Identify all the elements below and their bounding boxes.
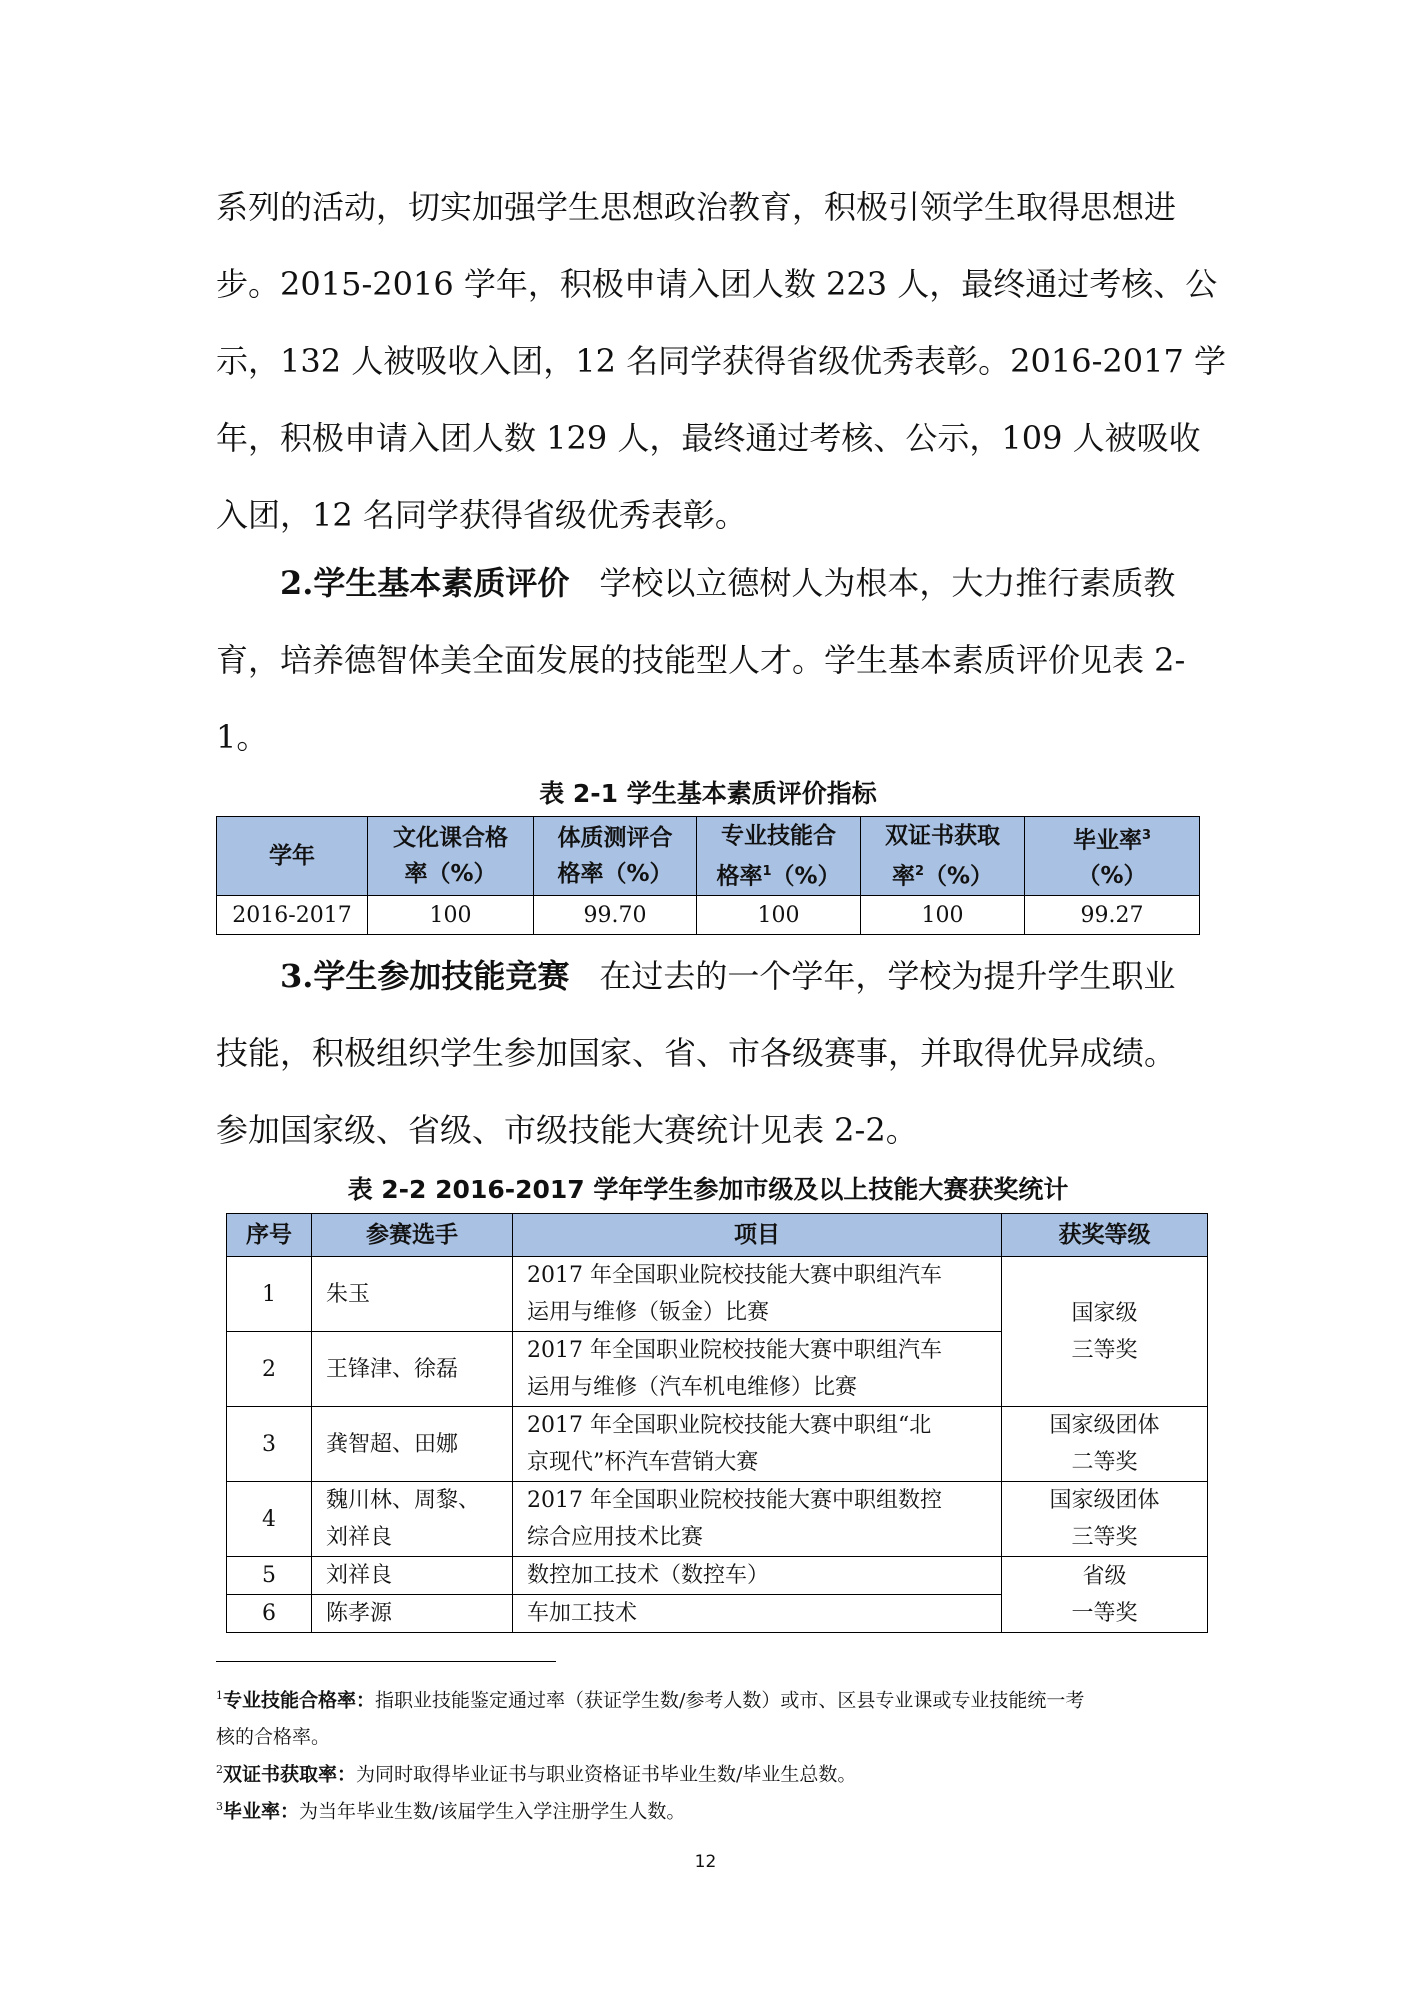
footnote-label: 专业技能合格率：	[223, 1689, 376, 1712]
header-text: 双证书获取	[885, 822, 1000, 849]
cell-text: 三等奖	[1071, 1525, 1138, 1550]
cell-text: 国家级	[1071, 1300, 1138, 1326]
header-text: 体质测评合	[557, 825, 673, 851]
award-cell	[1002, 1257, 1208, 1407]
text-line: 系列的活动，切实加强学生思想政治教育，积极引领学生取得思想进	[216, 188, 1177, 226]
cell-text: 2017 年全国职业院校技能大赛中职组数控	[527, 1488, 942, 1513]
table-cell: 100	[368, 896, 534, 935]
cell-text: 京现代”杯汽车营销大赛	[527, 1450, 759, 1475]
header-text: 格率（%）	[557, 861, 673, 887]
header-text: 文化课合格	[393, 825, 508, 851]
footnote-label: 双证书获取率：	[223, 1763, 357, 1786]
table-cell: 陈孝源	[312, 1595, 513, 1633]
table-row	[227, 1557, 1208, 1595]
cell-text: 综合应用技术比赛	[527, 1525, 704, 1550]
cell-text: 刘祥良	[326, 1525, 393, 1550]
table-cell: 车加工技术	[513, 1595, 1002, 1633]
table-cell: 龚智超、田娜	[312, 1407, 513, 1482]
cell-text: 二等奖	[1071, 1450, 1138, 1475]
header-cell: 获奖等级	[1002, 1214, 1208, 1257]
table-cell: 刘祥良	[312, 1557, 513, 1595]
table-caption: 表 2-1 学生基本素质评价指标	[539, 779, 877, 808]
text-line: 入团，12 名同学获得省级优秀表彰。	[216, 496, 747, 534]
footnote-marker: 2	[914, 863, 924, 879]
cell-text: 2017 年全国职业院校技能大赛中职组汽车	[527, 1263, 942, 1288]
basic-quality-table	[216, 816, 1200, 935]
footnote-marker: 1	[216, 1689, 223, 1702]
header-text: 率（%）	[404, 861, 497, 887]
page-number: 12	[694, 1852, 717, 1872]
header-text: 率	[891, 863, 915, 890]
text-line: 年，积极申请入团人数 129 人，最终通过考核、公示，109 人被吸收	[216, 419, 1201, 457]
table-header-row	[217, 817, 1200, 896]
table-caption: 表 2-2 2016-2017 学年学生参加市级及以上技能大赛获奖统计	[347, 1175, 1069, 1204]
footnote-text: 为同时取得毕业证书与职业资格证书毕业生数/毕业生总数。	[356, 1763, 857, 1786]
table-cell: 朱玉	[312, 1257, 513, 1332]
cell-text: 运用与维修（钣金）比赛	[527, 1300, 770, 1325]
table-cell: 100	[697, 896, 861, 935]
footnote-separator	[216, 1661, 556, 1662]
table-cell: 5	[227, 1557, 312, 1595]
table-row	[227, 1257, 1208, 1332]
table-cell	[513, 1332, 1002, 1407]
text-line	[216, 545, 1200, 622]
footnote-marker: 3	[1141, 827, 1152, 843]
cell-text: 2017 年全国职业院校技能大赛中职组汽车	[527, 1338, 942, 1363]
footnote-label: 毕业率：	[223, 1800, 300, 1823]
footnote-2	[216, 1751, 1200, 1793]
header-text: 毕业率	[1072, 827, 1142, 854]
footnote-text: 核的合格率。	[216, 1726, 331, 1749]
table-cell: 99.70	[534, 896, 697, 935]
award-cell	[1002, 1557, 1208, 1633]
footnote-text: 指职业技能鉴定通过率（获证学生数/参考人数）或市、区县专业课或专业技能统一考	[375, 1689, 1085, 1712]
table-cell	[513, 1482, 1002, 1557]
cell-text: 三等奖	[1071, 1337, 1138, 1363]
award-cell	[1002, 1482, 1208, 1557]
header-text: （%）	[924, 863, 994, 890]
text-line: 技能，积极组织学生参加国家、省、市各级赛事，并取得优异成绩。	[216, 1034, 1177, 1072]
cell-text: 国家级团体	[1049, 1413, 1160, 1438]
table-cell: 2016-2017	[217, 896, 368, 935]
header-cell	[534, 817, 697, 896]
text-fragment: 学校以立德树人为根本，大力推行素质教	[599, 564, 1176, 602]
award-cell	[1002, 1407, 1208, 1482]
header-cell: 参赛选手	[312, 1214, 513, 1257]
header-cell: 项目	[513, 1214, 1002, 1257]
table-row	[227, 1407, 1208, 1482]
cell-text: 运用与维修（汽车机电维修）比赛	[527, 1375, 858, 1400]
table-cell: 6	[227, 1595, 312, 1633]
cell-text: 国家级团体	[1049, 1488, 1160, 1513]
table-cell: 数控加工技术（数控车）	[513, 1557, 1002, 1595]
footnote-marker: 1	[762, 863, 772, 879]
header-cell	[368, 817, 534, 896]
table-cell: 1	[227, 1257, 312, 1332]
footnote-text: 为当年毕业生数/该届学生入学注册学生人数。	[299, 1800, 686, 1823]
footnote-marker: 3	[216, 1800, 223, 1813]
table-row	[217, 896, 1200, 935]
section-heading: 3.学生参加技能竞赛	[280, 957, 570, 995]
paragraph-skill-competition	[216, 938, 1200, 1169]
table-cell: 100	[861, 896, 1025, 935]
table-row	[227, 1482, 1208, 1557]
table-cell	[513, 1257, 1002, 1332]
footnote-marker: 2	[216, 1763, 223, 1776]
cell-text: 2017 年全国职业院校技能大赛中职组“北	[527, 1413, 932, 1438]
header-cell	[697, 817, 861, 896]
text-line: 1。	[216, 718, 269, 756]
table-cell: 2	[227, 1332, 312, 1407]
header-text: 格率	[716, 863, 763, 890]
footnote-1	[216, 1677, 1200, 1756]
table-cell	[312, 1482, 513, 1557]
section-heading: 2.学生基本素质评价	[280, 564, 570, 602]
table-cell: 4	[227, 1482, 312, 1557]
paragraph-basic-quality	[216, 545, 1200, 776]
text-line: 示，132 人被吸收入团，12 名同学获得省级优秀表彰。2016-2017 学	[216, 342, 1227, 380]
competition-awards-table	[226, 1213, 1208, 1633]
header-text: （%）	[771, 863, 841, 890]
text-line	[216, 938, 1200, 1015]
table-cell	[513, 1407, 1002, 1482]
header-cell	[217, 817, 368, 896]
footnote-3	[216, 1788, 1200, 1830]
text-line: 步。2015-2016 学年，积极申请入团人数 223 人，最终通过考核、公	[216, 265, 1218, 303]
paragraph-league-admission	[216, 169, 1227, 554]
text-line: 育，培养德智体美全面发展的技能型人才。学生基本素质评价见表 2-	[216, 641, 1186, 679]
header-cell	[861, 817, 1025, 896]
table-cell: 3	[227, 1407, 312, 1482]
cell-text: 一等奖	[1071, 1600, 1138, 1626]
table-header-row	[227, 1214, 1208, 1257]
table-cell: 王锋津、徐磊	[312, 1332, 513, 1407]
header-cell	[1025, 817, 1200, 896]
cell-text: 省级	[1082, 1563, 1127, 1589]
header-cell: 序号	[227, 1214, 312, 1257]
cell-text: 魏川林、周黎、	[326, 1488, 481, 1513]
header-text: 学年	[269, 843, 315, 869]
header-text: 专业技能合	[721, 822, 836, 849]
text-line: 参加国家级、省级、市级技能大赛统计见表 2-2。	[216, 1111, 918, 1149]
table-cell: 99.27	[1025, 896, 1200, 935]
header-text: （%）	[1077, 863, 1147, 890]
text-fragment: 在过去的一个学年，学校为提升学生职业	[599, 957, 1176, 995]
